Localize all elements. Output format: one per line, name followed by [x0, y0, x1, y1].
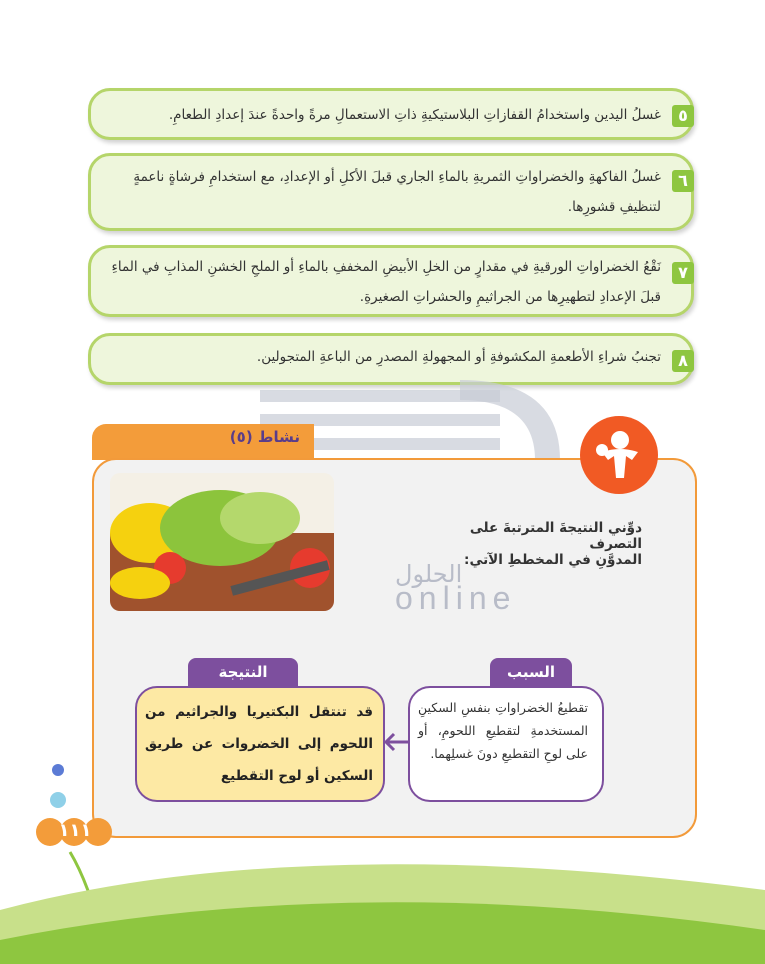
watermark-arabic: الحلول [395, 560, 463, 588]
rule-text: غسلُ اليدين واستخدامُ القفازاتِ البلاستيكيةِ ذاتِ الاستعمالِ مرةً واحدةً عندَ إعدادِ الطعامِ. [168, 107, 661, 123]
page-number: ١١١ [58, 820, 92, 841]
activity-title: نشاط (٥) [229, 428, 300, 446]
rule-text: تجنبُ شراءِ الأطعمةِ المكشوفةِ أو المجهولةِ المصدرِ من الباعةِ المتجولين. [256, 349, 661, 365]
activity-instruction-line1: دوِّني النتيجةَ المترتبةَ على التصرف [469, 520, 642, 552]
cause-label: السبب [490, 658, 572, 686]
result-text: قد تنتقل البكتيريا والجراثيم من اللحوم إلى الخضروات عن طريق السكين أو لوح التقطيع [145, 704, 373, 784]
rule-number: ٧ [672, 262, 694, 284]
watermark-latin: online [395, 580, 517, 616]
rule-6 [88, 153, 694, 231]
rule-number: ٦ [672, 170, 694, 192]
rule-number: ٥ [672, 105, 694, 127]
cause-text: تقطيعُ الخضراواتِ بنفسِ السكينِ المستخدمةِ لتقطيعِ اللحومِ، أو على لوحِ التقطيعِ دونَ غسلِهما. [418, 700, 588, 761]
activity-instruction-line2: المدوَّنِ في المخططِ الآتي: [464, 552, 642, 568]
vegetables-photo [110, 473, 334, 611]
rule-text: نَقْعُ الخضراواتِ الورقيةِ في مقدارٍ من الخلِ الأبيضِ المخففِ بالماءِ أو الملحِ الخشنِ المذابِ في الماءِ قبلَ الإعدادِ لتطهيرِها من الجراثيمِ والحشراتِ الصغيرةِ. [111, 259, 661, 305]
arrow-left-icon [382, 730, 412, 754]
rule-text: غسلُ الفاكهةِ والخضراواتِ الثمريةِ بالماءِ الجاري قبلَ الأكلِ أو الإعدادِ، مع استخدامِ فرشاةٍ ناعمةٍ لتنظيفِ قشورِها. [133, 169, 661, 215]
result-label: النتيجة [188, 658, 298, 686]
rule-7 [88, 245, 694, 317]
bottom-wave [0, 850, 765, 964]
rule-5 [88, 88, 694, 140]
rule-number: ٨ [672, 350, 694, 372]
activity-icon [580, 416, 658, 494]
cause-box [408, 686, 604, 802]
rule-8 [88, 333, 694, 385]
result-box [135, 686, 385, 802]
